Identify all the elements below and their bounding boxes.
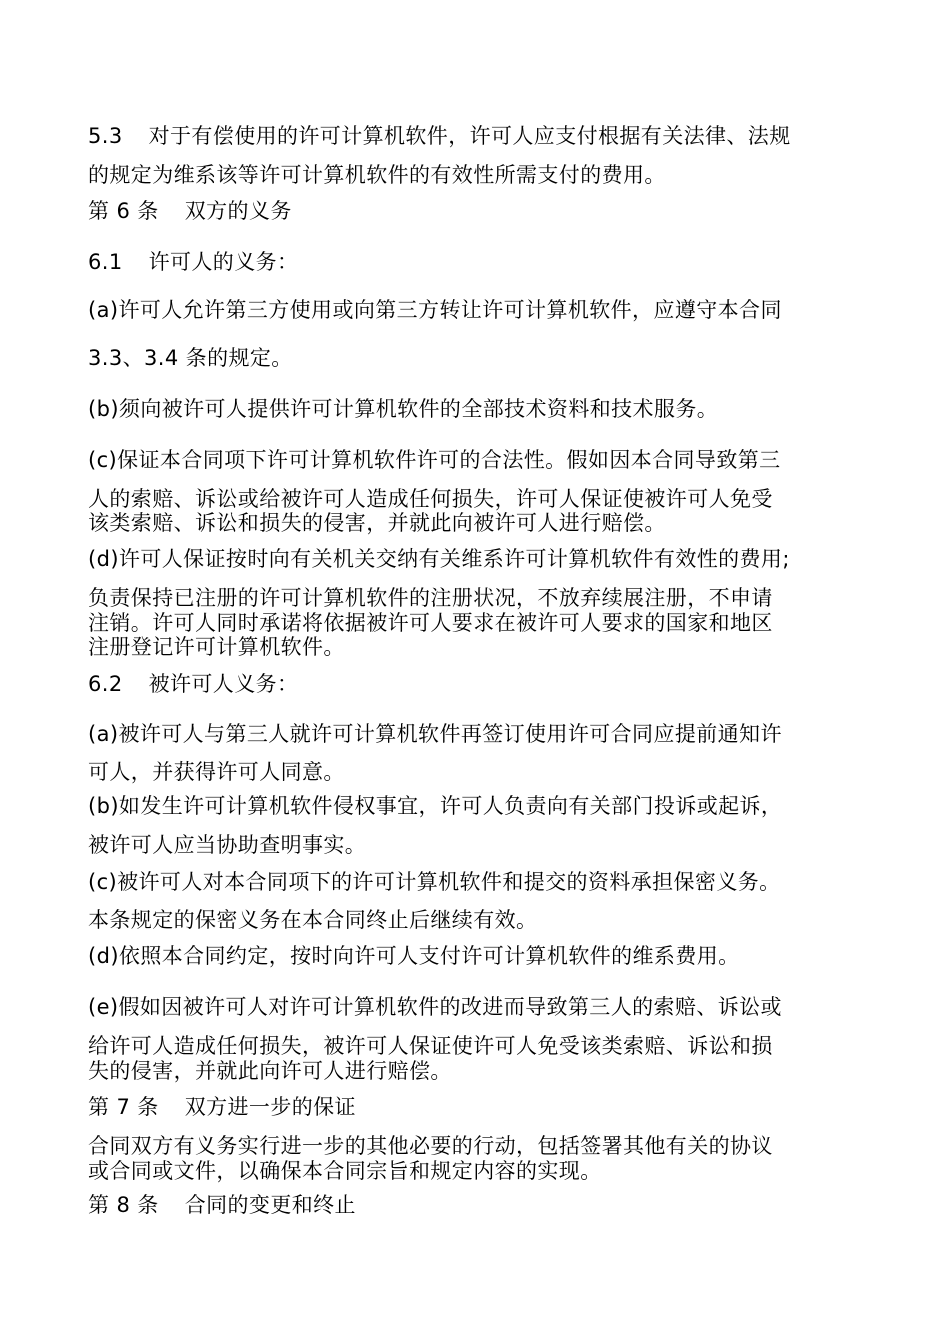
- paragraph-line: (b)须向被许可人提供许可计算机软件的全部技术资料和技术服务。: [88, 397, 719, 421]
- paragraph-line: (c)被许可人对本合同项下的许可计算机软件和提交的资料承担保密义务。: [88, 870, 781, 894]
- paragraph-line: (c)保证本合同项下许可计算机软件许可的合法性。假如因本合同导致第三: [88, 448, 781, 472]
- paragraph-line: 或合同或文件，以确保本合同宗旨和规定内容的实现。: [88, 1159, 602, 1183]
- clause-number: 6.2: [88, 672, 123, 696]
- clause-number: 6.1: [88, 250, 123, 274]
- article-title: 双方的义务: [184, 199, 292, 223]
- paragraph-line: 给许可人造成任何损失，被许可人保证使许可人免受该类索赔、诉讼和损: [88, 1034, 773, 1058]
- paragraph-line: (a)被许可人与第三人就许可计算机软件再签订使用许可合同应提前通知许: [88, 722, 782, 746]
- article-number: 第 8 条: [88, 1193, 159, 1217]
- paragraph-line: 本条规定的保密义务在本合同终止后继续有效。: [88, 908, 538, 932]
- article-title: 合同的变更和终止: [184, 1193, 356, 1217]
- paragraph-line: 负责保持已注册的许可计算机软件的注册状况，不放弃续展注册，不申请: [88, 586, 773, 610]
- paragraph-line: 被许可人应当协助查明事实。: [88, 833, 367, 857]
- article-6-heading: [88, 198, 292, 224]
- paragraph-line: 可人，并获得许可人同意。: [88, 760, 345, 784]
- article-number: 第 7 条: [88, 1095, 159, 1119]
- paragraph-line: (d)依照本合同约定，按时向许可人支付许可计算机软件的维系费用。: [88, 944, 740, 968]
- article-8-heading: [88, 1192, 356, 1218]
- paragraph-line: 合同双方有义务实行进一步的其他必要的行动，包括签署其他有关的协议: [88, 1134, 773, 1158]
- clause-6-2-heading: [88, 671, 298, 697]
- paragraph-line: 失的侵害，并就此向许可人进行赔偿。: [88, 1059, 452, 1083]
- paragraph-line: 该类索赔、诉讼和损失的侵害，并就此向被许可人进行赔偿。: [88, 511, 666, 535]
- paragraph-line: (e)假如因被许可人对许可计算机软件的改进而导致第三人的索赔、诉讼或: [88, 995, 782, 1019]
- article-7-heading: [88, 1094, 356, 1120]
- clause-text: 对于有偿使用的许可计算机软件，许可人应支付根据有关法律、法规: [148, 124, 791, 148]
- clause-5-3-line-1: [88, 123, 791, 149]
- paragraph-line: (b)如发生许可计算机软件侵权事宜，许可人负责向有关部门投诉或起诉，: [88, 794, 783, 818]
- paragraph-line: 注册登记许可计算机软件。: [88, 635, 345, 659]
- clause-6-1-heading: [88, 249, 298, 275]
- clause-title: 被许可人义务：: [148, 672, 299, 696]
- clause-title: 许可人的义务：: [148, 250, 299, 274]
- article-number: 第 6 条: [88, 199, 159, 223]
- paragraph-line: 3.3、3.4 条的规定。: [88, 346, 293, 370]
- clause-5-3-line-2: 的规定为维系该等许可计算机软件的有效性所需支付的费用。: [88, 163, 666, 187]
- clause-number: 5.3: [88, 124, 123, 148]
- paragraph-line: 人的索赔、诉讼或给被许可人造成任何损失，许可人保证使被许可人免受: [88, 487, 773, 511]
- paragraph-line: 注销。许可人同时承诺将依据被许可人要求在被许可人要求的国家和地区: [88, 611, 773, 635]
- paragraph-line: (d)许可人保证按时向有关机关交纳有关维系许可计算机软件有效性的费用;: [88, 547, 790, 571]
- paragraph-line: (a)许可人允许第三方使用或向第三方转让许可计算机软件，应遵守本合同: [88, 298, 782, 322]
- article-title: 双方进一步的保证: [184, 1095, 356, 1119]
